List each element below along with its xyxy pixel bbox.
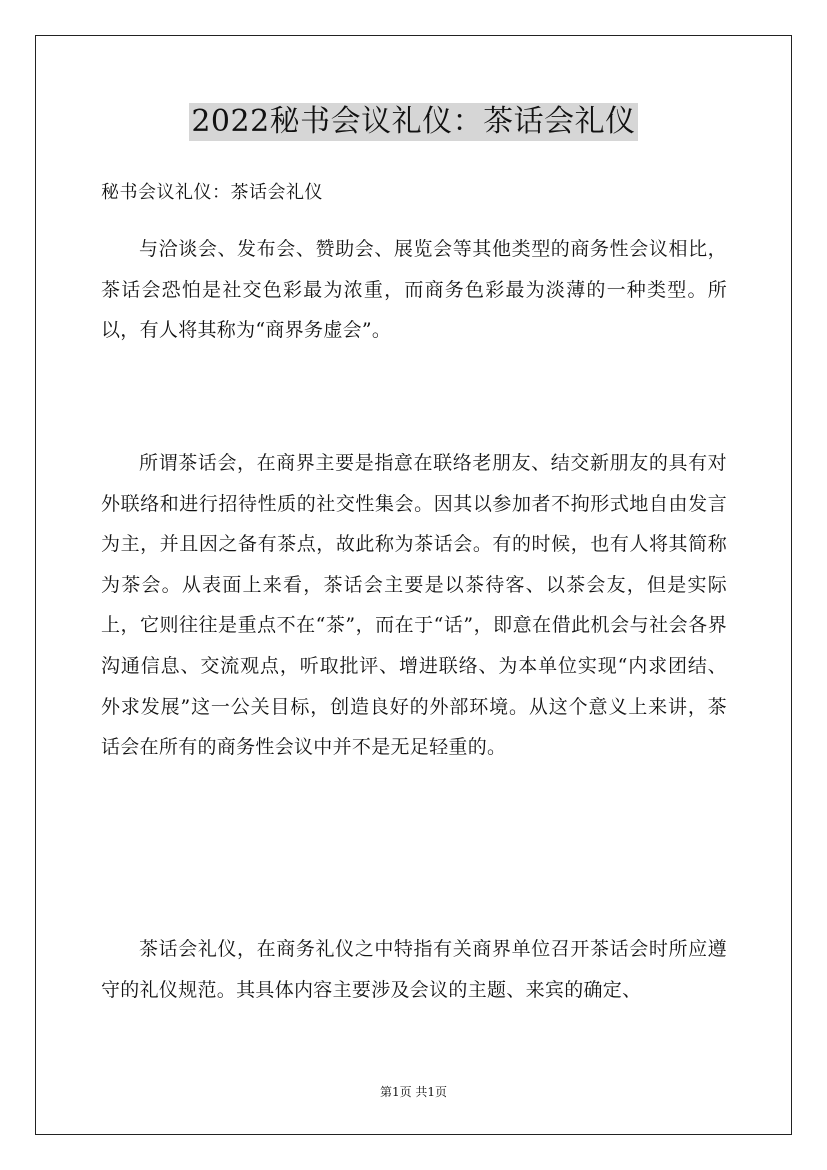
paragraph-1: 与洽谈会、发布会、赞助会、展览会等其他类型的商务性会议相比，茶话会恐怕是社交色彩最为浓重，而商务色彩最为淡薄的一种类型。所以，有人将其称为“商界务虚会”。 (101, 238, 727, 342)
paragraph-2: 所谓茶话会，在商界主要是指意在联络老朋友、结交新朋友的具有对外联络和进行招待性质的社交性集会。因其以参加者不拘形式地自由发言为主，并且因之备有茶点，故此称为茶话会。有的时候，也有人将其简称为茶会。从表面上来看，茶话会主要是以茶待客、以茶会友，但是实际上，它则往往是重点不在“茶”，而在于“话”，即意在借此机会与社会各界沟通信息、交流观点，听取批评、增进联络、为本单位实现“内求团结、外求发展”这一公关目标，创造良好的外部环境。从这个意义上来讲，茶话会在所有的商务性会议中并不是无足轻重的。 (101, 452, 727, 759)
document-subtitle: 秘书会议礼仪：茶话会礼仪 (101, 182, 323, 203)
document-title: 2022秘书会议礼仪：茶话会礼仪 (191, 104, 636, 139)
title-container (0, 103, 827, 141)
paragraph-3: 茶话会礼仪，在商务礼仪之中特指有关商界单位召开茶话会时所应遵守的礼仪规范。其具体内容主要涉及会议的主题、来宾的确定、 (101, 938, 727, 1001)
page-footer: 第1页 共1页 (379, 1085, 448, 1099)
